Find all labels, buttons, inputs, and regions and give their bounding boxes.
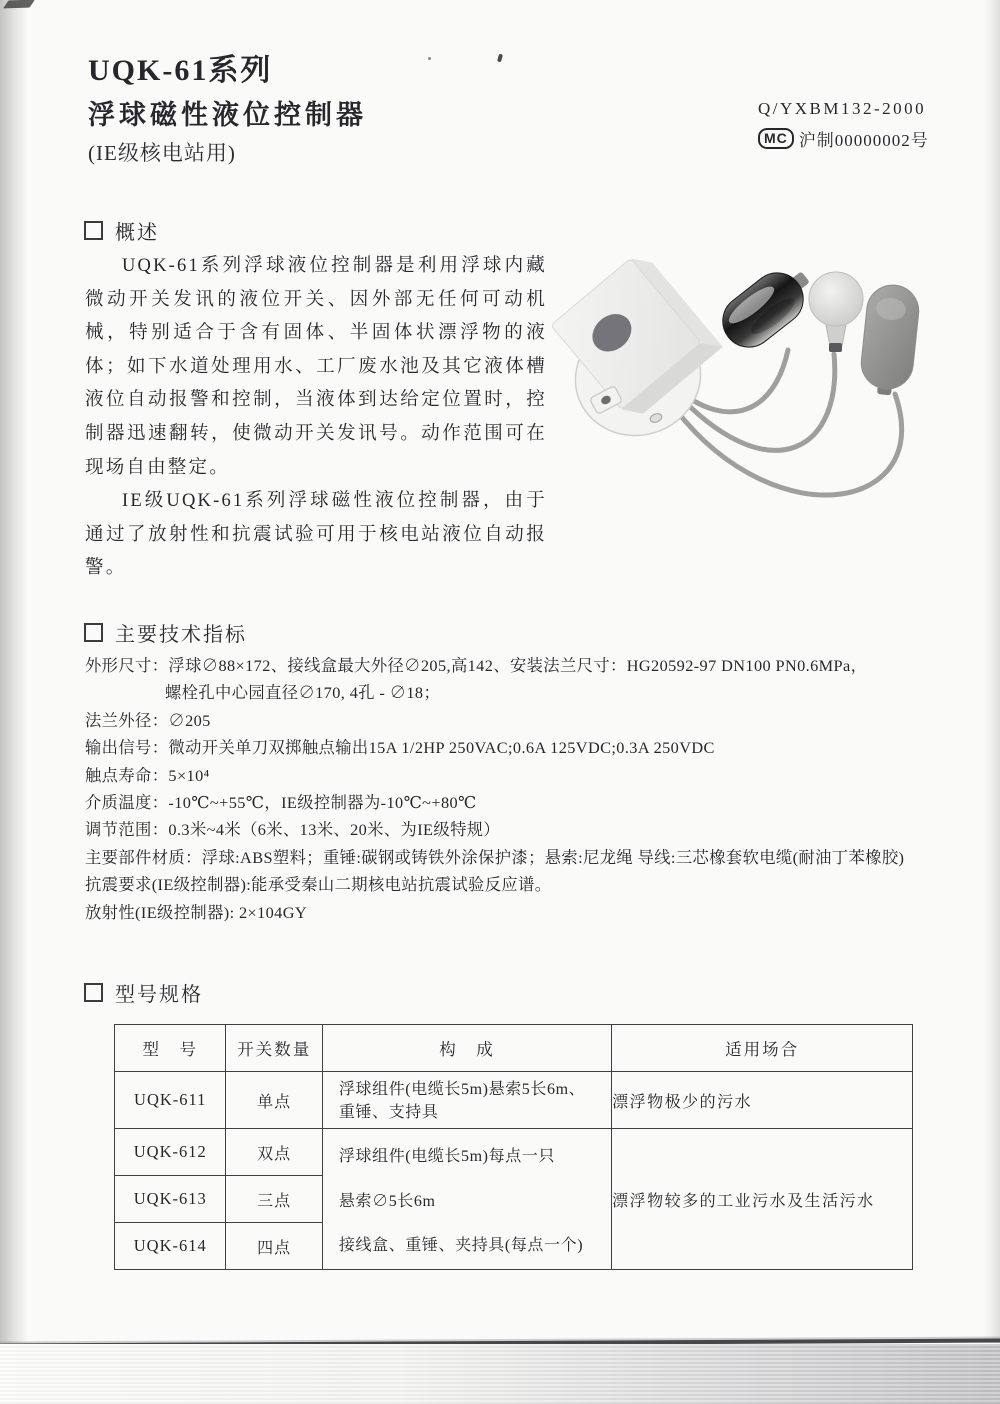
spec-line: 介质温度：-10℃~+55℃，IE级控制器为-10℃~+80℃ bbox=[85, 793, 477, 813]
scan-edge-left bbox=[0, 0, 28, 1343]
model-cell: UQK-614 bbox=[115, 1223, 226, 1270]
standard-code: Q/YXBM132-2000 bbox=[758, 99, 927, 118]
application-cell: 漂浮物极少的污水 bbox=[612, 1072, 913, 1129]
chrome-float bbox=[712, 256, 821, 357]
spec-line: 调节范围：0.3米~4米（6米、13米、20米、为IE级特规） bbox=[85, 820, 501, 840]
table-row bbox=[115, 1129, 913, 1176]
section-heading-label: 主要技术指标 bbox=[115, 624, 247, 646]
spec-line: 主要部件材质：浮球:ABS塑料；重锤:碳钢或铸铁外涂保护漆；悬索:尼龙绳 导线:三芯橡套软电缆(耐油丁苯橡胶) bbox=[85, 847, 905, 867]
composition-line: 接线盒、重锤、夹持具(每点一个) bbox=[338, 1237, 584, 1254]
composition-line: 悬索∅5长6m bbox=[338, 1192, 436, 1210]
spec-line: 螺栓孔中心园直径∅170, 4孔 - ∅18； bbox=[165, 683, 441, 703]
section-square-icon bbox=[84, 983, 103, 1002]
overview-paragraph: UQK-61系列浮球液位控制器是利用浮球内藏微动开关发讯的液位开关、因外部无任何可动机械，特别适合于含有固体、半固体状漂浮物的液体；如下水道处理用水、工厂废水池及其它液体槽液位自动报警和控制，当液体到达给定位置时，控制器迅速翻转，使微动开关发讯号。动作范围可在现场自由整定。 bbox=[85, 256, 547, 478]
license-number: 沪制00000002号 bbox=[798, 131, 929, 150]
overview-paragraph: IE级UQK-61系列浮球磁性液位控制器，由于通过了放射性和抗震试验可用于核电站液位自动报警。 bbox=[85, 491, 547, 579]
model-spec-table bbox=[114, 1024, 913, 1270]
scan-edge-right bbox=[983, 0, 1000, 1343]
scan-speck bbox=[428, 57, 431, 60]
model-cell: UQK-612 bbox=[115, 1129, 226, 1176]
composition-line: 重锤、支持具 bbox=[338, 1103, 439, 1121]
switch-count-cell: 单点 bbox=[226, 1072, 322, 1129]
switch-count-cell: 四点 bbox=[226, 1223, 322, 1270]
overview-text bbox=[85, 250, 547, 586]
spec-line: 放射性(IE级控制器): 2×104GY bbox=[85, 902, 308, 922]
col-header-application: 适用场合 bbox=[612, 1025, 913, 1072]
spec-line: 输出信号：微动开关单刀双掷触点输出15A 1/2HP 250VAC;0.6A 125VDC;0.3A 250VDC bbox=[85, 738, 715, 758]
table-header-row bbox=[115, 1025, 913, 1072]
application-merged-cell: 漂浮物较多的工业污水及生活污水 bbox=[612, 1129, 913, 1270]
scan-bottom-band bbox=[0, 1344, 1000, 1404]
table-row bbox=[115, 1072, 913, 1129]
composition-merged-cell bbox=[322, 1129, 611, 1270]
spec-line: 触点寿命：5×10⁴ bbox=[85, 765, 210, 785]
scan-corner-mark bbox=[3, 0, 35, 8]
page-subtitle-note: (IE级核电站用) bbox=[88, 141, 236, 165]
spec-line: 外形尺寸：浮球∅88×172、接线盒最大外径∅205,高142、安装法兰尺寸：HG20592-97 DN100 PN0.6MPa， bbox=[85, 656, 868, 675]
composition-line: 浮球组件(电缆长5m)悬索5长6m、 bbox=[338, 1080, 586, 1098]
section-heading-label: 概述 bbox=[115, 222, 159, 244]
section-heading-label: 型号规格 bbox=[115, 984, 203, 1006]
junction-box bbox=[551, 249, 723, 422]
model-cell: UQK-611 bbox=[115, 1072, 226, 1129]
model-cell: UQK-613 bbox=[115, 1176, 226, 1223]
switch-count-cell: 双点 bbox=[226, 1129, 322, 1176]
doc-code-block bbox=[758, 99, 978, 151]
col-header-switch-count: 开关数量 bbox=[226, 1025, 322, 1072]
mc-certification-badge-icon: MC bbox=[758, 128, 794, 149]
section-heading-models bbox=[84, 978, 203, 1007]
license-row bbox=[758, 126, 978, 151]
product-photo bbox=[538, 242, 970, 532]
spec-line: 抗震要求(IE级控制器):能承受秦山二期核电站抗震试验反应谱。 bbox=[85, 875, 552, 895]
composition-cell bbox=[322, 1072, 611, 1129]
page-title: UQK-61系列 bbox=[88, 54, 273, 87]
page-subtitle: 浮球磁性液位控制器 bbox=[88, 100, 367, 130]
composition-line: 浮球组件(电缆长5m)每点一只 bbox=[338, 1148, 555, 1165]
section-heading-specs bbox=[84, 618, 247, 647]
col-header-composition: 构 成 bbox=[322, 1025, 611, 1072]
col-header-model: 型 号 bbox=[115, 1025, 226, 1072]
scan-speck bbox=[497, 54, 503, 63]
spec-line: 法兰外径：∅205 bbox=[85, 710, 211, 730]
specs-list bbox=[85, 652, 959, 926]
pear-float bbox=[809, 272, 863, 352]
switch-count-cell: 三点 bbox=[226, 1176, 322, 1223]
section-square-icon bbox=[84, 221, 103, 240]
capsule-float bbox=[858, 283, 921, 398]
section-heading-overview bbox=[84, 216, 159, 245]
section-square-icon bbox=[84, 623, 103, 642]
title-block bbox=[88, 48, 367, 170]
